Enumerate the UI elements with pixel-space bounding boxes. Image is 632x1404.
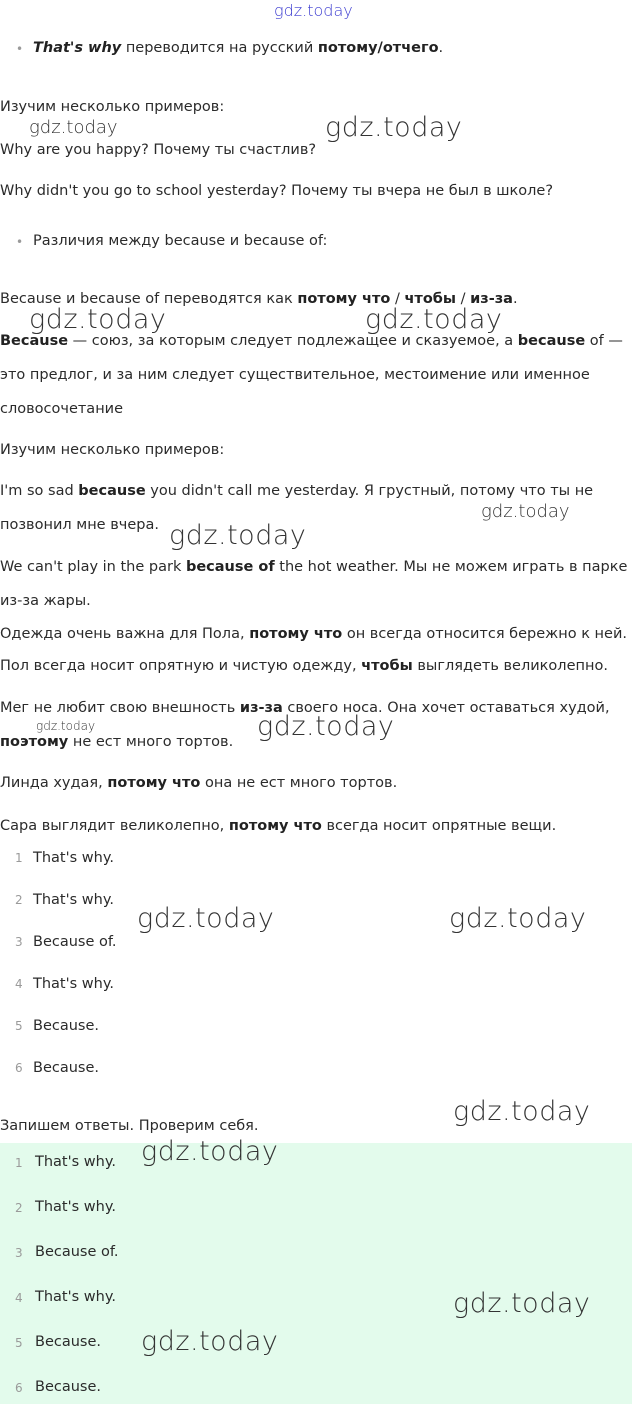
list-number: 1 — [15, 1156, 23, 1170]
answer-sentence: Сара выглядит великолепно, потому что всегда носит опрятные вещи. — [0, 818, 557, 834]
list-number: 5 — [15, 1019, 23, 1033]
list-item: Because. — [33, 1018, 100, 1034]
watermark: gdz.today — [325, 112, 463, 143]
example-sentence: Why are you happy? Почему ты счастлив? — [0, 142, 317, 158]
answer-sentence: Мег не любит свою внешность из-за своего носа. Она хочет оставаться худой, поэтому не ест много тортов. — [0, 700, 610, 750]
watermark: gdz.today — [453, 1288, 591, 1319]
answer-sentence: Одежда очень важна для Пола, потому что он всегда относится бережно к ней. — [0, 626, 627, 642]
explanation-paragraph: Because и because of переводятся как потому что / чтобы / из-за. — [0, 291, 518, 307]
watermark: gdz.today — [29, 304, 167, 335]
list-number: 5 — [15, 1336, 23, 1350]
list-item: That's why. — [33, 850, 114, 866]
list-number: 4 — [15, 1291, 23, 1305]
list-item: That's why. — [35, 1154, 116, 1170]
intro-text: Изучим несколько примеров: — [0, 442, 225, 458]
example-sentence: We can't play in the park because of the hot weather. Мы не можем играть в парке из-за жары. — [0, 559, 628, 609]
list-number: 3 — [15, 1246, 23, 1260]
bullet-dot: • — [16, 235, 24, 249]
example-sentence: I'm so sad because you didn't call me yesterday. Я грустный, потому что ты не позвонил мне вчера. — [0, 483, 594, 533]
watermark: gdz.today — [274, 1, 353, 20]
list-item: That's why. — [35, 1199, 116, 1215]
watermark: gdz.today — [449, 903, 587, 934]
watermark: gdz.today — [29, 117, 118, 138]
watermark: gdz.today — [36, 719, 96, 733]
list-number: 6 — [15, 1061, 23, 1075]
list-number: 6 — [15, 1381, 23, 1395]
list-number: 2 — [15, 1201, 23, 1215]
list-number: 3 — [15, 935, 23, 949]
list-item: That's why. — [33, 892, 114, 908]
list-item: Because. — [35, 1334, 102, 1350]
list-item: Because. — [35, 1379, 102, 1395]
bullet-item-thats-why: That's why переводится на русский потому/отчего. — [33, 40, 444, 56]
list-item: That's why. — [33, 976, 114, 992]
watermark: gdz.today — [169, 520, 307, 551]
list-item: Because of. — [35, 1244, 119, 1260]
list-item: Because. — [33, 1060, 100, 1076]
answers-title: Запишем ответы. Проверим себя. — [0, 1118, 259, 1134]
watermark: gdz.today — [257, 711, 395, 742]
list-item: That's why. — [35, 1289, 116, 1305]
explanation-paragraph: Because — союз, за которым следует подлежащее и сказуемое, а because of — это предлог, и за ним следует существительное, местоимение или именное словосочетание — [0, 333, 623, 417]
answer-sentence: Пол всегда носит опрятную и чистую одежду, чтобы выглядеть великолепно. — [0, 658, 608, 674]
list-item: Because of. — [33, 934, 117, 950]
watermark: gdz.today — [141, 1136, 279, 1167]
watermark: gdz.today — [141, 1326, 279, 1357]
watermark: gdz.today — [137, 903, 275, 934]
answer-sentence: Линда худая, потому что она не ест много тортов. — [0, 775, 398, 791]
list-number: 2 — [15, 893, 23, 907]
bullet-dot: • — [16, 42, 24, 56]
watermark: gdz.today — [453, 1096, 591, 1127]
example-sentence: Why didn't you go to school yesterday? Почему ты вчера не был в школе? — [0, 183, 554, 199]
watermark: gdz.today — [365, 304, 503, 335]
bullet-item-differences: Различия между because и because of: — [33, 233, 328, 249]
list-number: 4 — [15, 977, 23, 991]
answers-box — [0, 1143, 632, 1404]
list-number: 1 — [15, 851, 23, 865]
watermark: gdz.today — [481, 501, 570, 522]
intro-text: Изучим несколько примеров: — [0, 99, 225, 115]
